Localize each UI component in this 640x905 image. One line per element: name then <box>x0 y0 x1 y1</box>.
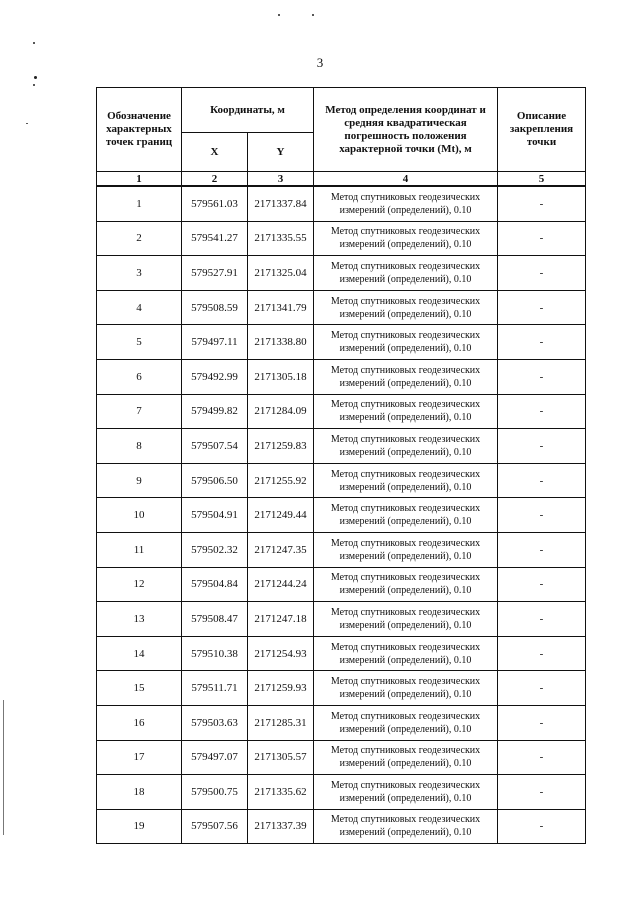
method-text: Метод спутниковых геодезических измерений (определений), 0.10 <box>314 394 498 429</box>
coordinate-y: 2171249.44 <box>248 498 314 533</box>
coordinate-x: 579527.91 <box>182 256 248 291</box>
scan-speck <box>278 14 280 16</box>
method-text: Метод спутниковых геодезических измерений (определений), 0.10 <box>314 498 498 533</box>
coordinate-y: 2171244.24 <box>248 567 314 602</box>
coordinate-x: 579561.03 <box>182 186 248 221</box>
header-coordinates: Координаты, м <box>182 88 314 133</box>
coordinate-y: 2171259.93 <box>248 671 314 706</box>
table-row <box>97 740 586 775</box>
fixing-description: - <box>498 705 586 740</box>
header-x: X <box>182 133 248 172</box>
coordinate-x: 579511.71 <box>182 671 248 706</box>
fixing-description: - <box>498 567 586 602</box>
point-number: 5 <box>97 325 182 360</box>
point-number: 19 <box>97 809 182 844</box>
coordinate-x: 579497.07 <box>182 740 248 775</box>
column-number: 5 <box>498 172 586 187</box>
table-row <box>97 671 586 706</box>
method-text: Метод спутниковых геодезических измерений (определений), 0.10 <box>314 359 498 394</box>
fixing-description: - <box>498 325 586 360</box>
method-text: Метод спутниковых геодезических измерений (определений), 0.10 <box>314 532 498 567</box>
coordinate-x: 579510.38 <box>182 636 248 671</box>
coordinate-x: 579507.54 <box>182 429 248 464</box>
scan-speck <box>33 84 35 86</box>
point-number: 11 <box>97 532 182 567</box>
method-text: Метод спутниковых геодезических измерений (определений), 0.10 <box>314 186 498 221</box>
fixing-description: - <box>498 809 586 844</box>
fixing-description: - <box>498 532 586 567</box>
column-number: 4 <box>314 172 498 187</box>
point-number: 3 <box>97 256 182 291</box>
coordinate-y: 2171335.62 <box>248 775 314 810</box>
table-row <box>97 463 586 498</box>
table-row <box>97 325 586 360</box>
coordinate-y: 2171305.18 <box>248 359 314 394</box>
fixing-description: - <box>498 429 586 464</box>
method-text: Метод спутниковых геодезических измерений (определений), 0.10 <box>314 809 498 844</box>
table-row <box>97 186 586 221</box>
method-text: Метод спутниковых геодезических измерений (определений), 0.10 <box>314 671 498 706</box>
method-text: Метод спутниковых геодезических измерений (определений), 0.10 <box>314 705 498 740</box>
method-text: Метод спутниковых геодезических измерений (определений), 0.10 <box>314 290 498 325</box>
table-row <box>97 809 586 844</box>
header-y: Y <box>248 133 314 172</box>
point-number: 4 <box>97 290 182 325</box>
table-row <box>97 290 586 325</box>
fixing-description: - <box>498 602 586 637</box>
table-row <box>97 705 586 740</box>
method-text: Метод спутниковых геодезических измерений (определений), 0.10 <box>314 256 498 291</box>
coordinate-y: 2171341.79 <box>248 290 314 325</box>
coordinate-y: 2171285.31 <box>248 705 314 740</box>
coordinate-y: 2171325.04 <box>248 256 314 291</box>
point-number: 16 <box>97 705 182 740</box>
table-row <box>97 567 586 602</box>
method-text: Метод спутниковых геодезических измерений (определений), 0.10 <box>314 463 498 498</box>
coordinate-x: 579508.47 <box>182 602 248 637</box>
point-number: 15 <box>97 671 182 706</box>
point-number: 6 <box>97 359 182 394</box>
table-row <box>97 429 586 464</box>
column-number: 1 <box>97 172 182 187</box>
table-row <box>97 256 586 291</box>
point-number: 2 <box>97 221 182 256</box>
header-method: Метод определения координат и средняя квадратическая погрешность положения характерной точки (Mt), м <box>314 88 498 172</box>
coordinate-x: 579497.11 <box>182 325 248 360</box>
coordinate-y: 2171247.18 <box>248 602 314 637</box>
coordinate-x: 579506.50 <box>182 463 248 498</box>
fixing-description: - <box>498 359 586 394</box>
point-number: 13 <box>97 602 182 637</box>
header-point-designation: Обозначение характерных точек границ <box>97 88 182 172</box>
table-body <box>97 186 586 844</box>
method-text: Метод спутниковых геодезических измерений (определений), 0.10 <box>314 567 498 602</box>
point-number: 18 <box>97 775 182 810</box>
table-row <box>97 775 586 810</box>
fixing-description: - <box>498 394 586 429</box>
scan-speck <box>26 123 28 124</box>
coordinate-x: 579504.84 <box>182 567 248 602</box>
coordinate-x: 579504.91 <box>182 498 248 533</box>
coordinate-x: 579499.82 <box>182 394 248 429</box>
page-number: 3 <box>316 55 324 70</box>
coordinates-table <box>96 87 586 844</box>
coordinate-y: 2171337.39 <box>248 809 314 844</box>
point-number: 8 <box>97 429 182 464</box>
coordinate-y: 2171338.80 <box>248 325 314 360</box>
coordinate-x: 579500.75 <box>182 775 248 810</box>
coordinate-y: 2171305.57 <box>248 740 314 775</box>
point-number: 7 <box>97 394 182 429</box>
coordinate-x: 579502.32 <box>182 532 248 567</box>
coordinate-x: 579503.63 <box>182 705 248 740</box>
method-text: Метод спутниковых геодезических измерений (определений), 0.10 <box>314 636 498 671</box>
coordinate-y: 2171337.84 <box>248 186 314 221</box>
point-number: 1 <box>97 186 182 221</box>
fixing-description: - <box>498 636 586 671</box>
coordinate-x: 579492.99 <box>182 359 248 394</box>
column-number: 3 <box>248 172 314 187</box>
table-row <box>97 394 586 429</box>
fixing-description: - <box>498 463 586 498</box>
fixing-description: - <box>498 740 586 775</box>
coordinate-y: 2171247.35 <box>248 532 314 567</box>
point-number: 17 <box>97 740 182 775</box>
method-text: Метод спутниковых геодезических измерений (определений), 0.10 <box>314 602 498 637</box>
table-row <box>97 498 586 533</box>
coordinate-x: 579508.59 <box>182 290 248 325</box>
method-text: Метод спутниковых геодезических измерений (определений), 0.10 <box>314 221 498 256</box>
table-row <box>97 359 586 394</box>
fixing-description: - <box>498 221 586 256</box>
scan-edge-line <box>3 700 4 835</box>
point-number: 10 <box>97 498 182 533</box>
table-row <box>97 602 586 637</box>
coordinate-y: 2171259.83 <box>248 429 314 464</box>
coordinate-y: 2171284.09 <box>248 394 314 429</box>
fixing-description: - <box>498 498 586 533</box>
point-number: 9 <box>97 463 182 498</box>
method-text: Метод спутниковых геодезических измерений (определений), 0.10 <box>314 740 498 775</box>
coordinate-y: 2171255.92 <box>248 463 314 498</box>
fixing-description: - <box>498 290 586 325</box>
coordinate-x: 579507.56 <box>182 809 248 844</box>
coordinate-y: 2171335.55 <box>248 221 314 256</box>
table-row <box>97 532 586 567</box>
method-text: Метод спутниковых геодезических измерений (определений), 0.10 <box>314 775 498 810</box>
table-row <box>97 221 586 256</box>
header-description: Описание закрепления точки <box>498 88 586 172</box>
fixing-description: - <box>498 186 586 221</box>
fixing-description: - <box>498 775 586 810</box>
column-number: 2 <box>182 172 248 187</box>
method-text: Метод спутниковых геодезических измерений (определений), 0.10 <box>314 325 498 360</box>
point-number: 12 <box>97 567 182 602</box>
method-text: Метод спутниковых геодезических измерений (определений), 0.10 <box>314 429 498 464</box>
coordinate-y: 2171254.93 <box>248 636 314 671</box>
fixing-description: - <box>498 671 586 706</box>
scan-speck <box>34 76 37 79</box>
scan-speck <box>33 42 35 44</box>
point-number: 14 <box>97 636 182 671</box>
fixing-description: - <box>498 256 586 291</box>
coordinate-x: 579541.27 <box>182 221 248 256</box>
scan-speck <box>312 14 314 16</box>
table-row <box>97 636 586 671</box>
